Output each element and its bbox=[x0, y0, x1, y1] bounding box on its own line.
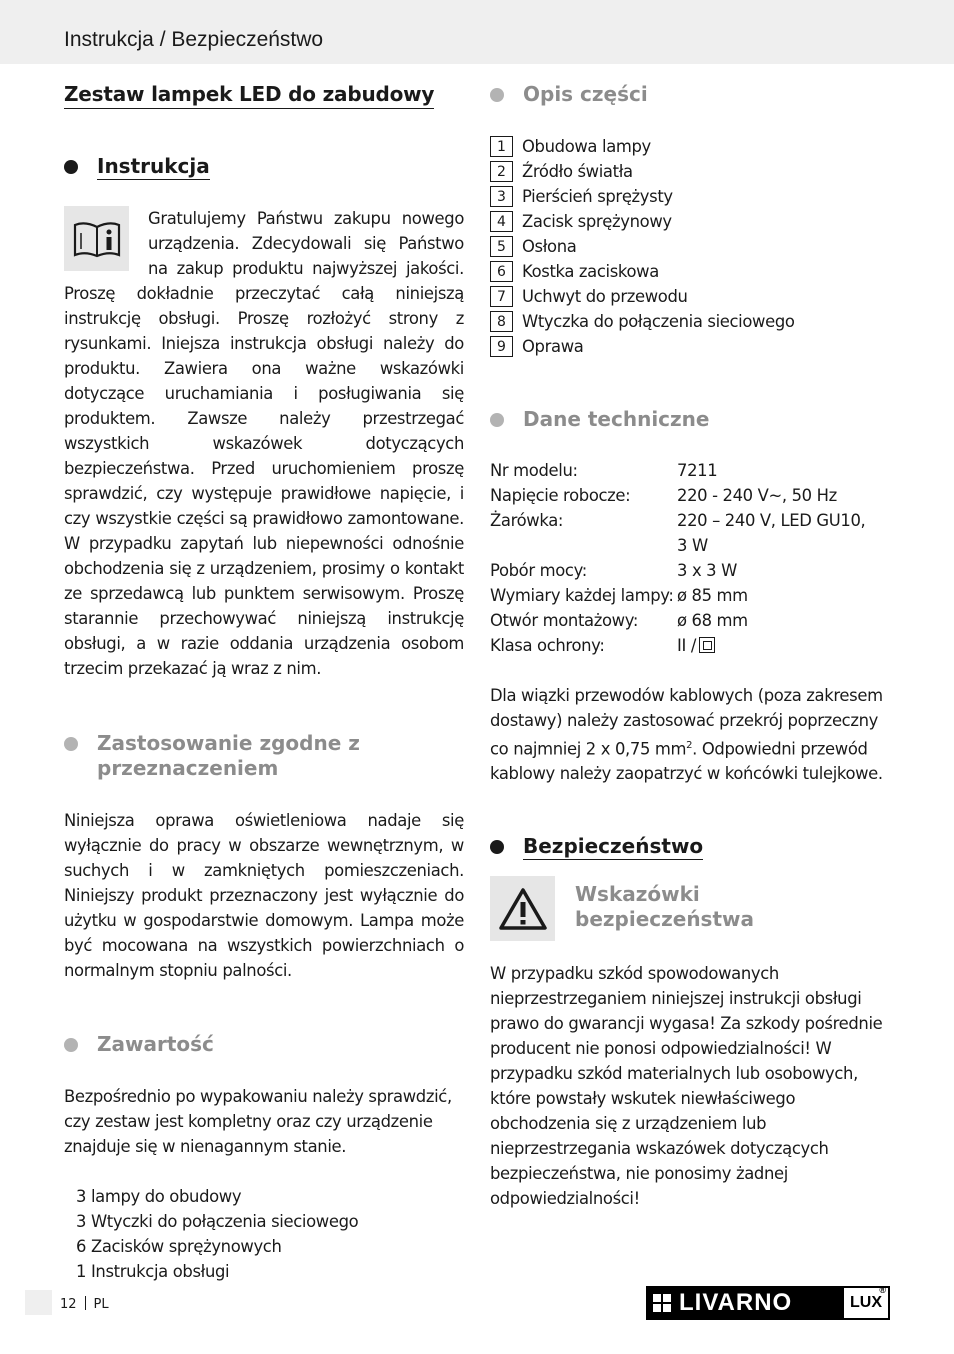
parts-list bbox=[490, 134, 900, 359]
logo-main: LIVARNO bbox=[646, 1286, 842, 1320]
parts-row: 6 Kostka zaciskowa bbox=[490, 259, 900, 284]
page-number: 12 bbox=[60, 1297, 77, 1312]
safety-text: W przypadku szkód spowodowanych nieprzestrzeganiem niniejszej instrukcji obsługi prawo do gwarancji wygasa! Za szkody pośrednie producent nie ponosi odpowiedzialności! W przypadku szkód materialnych lub osobowych, które powstały wskutek niewłaściwego obchodzenia się z urządzeniem lub nieprzestrzegania wskazówek dotyczących bezpieczeństwa, nie ponosimy żadnej odpowiedzialności! bbox=[490, 964, 883, 1209]
specs-table bbox=[490, 458, 900, 658]
document-title: Zestaw lampek LED do zabudowy bbox=[64, 82, 434, 109]
bullet-icon bbox=[64, 160, 78, 174]
spec-row: Otwór montażowy: ø 68 mm bbox=[490, 611, 748, 630]
section-heading-zawartosc: Zawartość bbox=[64, 1032, 464, 1056]
section-heading-instrukcja: Instrukcja bbox=[64, 154, 464, 180]
livarno-lux-logo bbox=[646, 1286, 890, 1320]
instrukcja-block bbox=[64, 206, 464, 681]
parts-row: 5 Osłona bbox=[490, 234, 900, 259]
section-heading-dane: Dane techniczne bbox=[490, 407, 900, 431]
bullet-icon bbox=[64, 1038, 78, 1052]
parts-row: 9 Oprawa bbox=[490, 334, 900, 359]
footer-page-box bbox=[25, 1290, 52, 1315]
logo-grid-icon bbox=[653, 1294, 671, 1312]
parts-row: 4 Zacisk sprężynowy bbox=[490, 209, 900, 234]
footer-page-info bbox=[60, 1296, 109, 1312]
instrukcja-text: Gratulujemy Państwu zakupu nowego urządzenia. Zdecydowali się Państwo na zakup produktu najwyższej jakości. Proszę dokładnie przeczytać całą niniejszą instrukcję obsługi. Proszę rozłożyć strony z rysunkami. Iniejsza instrukcja obsługi należy do produktu. Zawiera ona ważne wskazówki dotyczące uruchamiania i posługiwania się produktem. Zawsze należy przestrzegać wszystkich wskazówek dotyczących bezpieczeństwa. Przed uruchomieniem proszę sprawdzić, czy występuje prawidłowe napięcie, i czy wszystkie części są prawidłowo zamontowane. W przypadku zapytań lub niepewności odnośnie obchodzenia się z urządzeniem, prosimy o kontakt ze sprzedawcą lub punktem serwisowym. Proszę starannie przechowywać niniejszą instrukcję obsługi, a w razie oddania urządzenia osobom trzecim przekazać ją wraz z nim. bbox=[64, 209, 464, 678]
parts-row: 1 Obudowa lampy bbox=[490, 134, 900, 159]
zastosowanie-text: Niniejsza oprawa oświetleniowa nadaje się wyłącznie do pracy w obszarze wewnętrznym, w suchych i w zamkniętych pomieszczeniach. Niniejszy produkt przeznaczony jest wyłącznie do użytku w gospodarstwie domowym. Lampa może być mocowana na wszystkich powierzchniach o normalnym stopniu palności. bbox=[64, 811, 464, 980]
spec-row: Wymiary każdej lampy: ø 85 mm bbox=[490, 586, 748, 605]
warning-block bbox=[490, 876, 900, 941]
parts-row: 2 Źródło światła bbox=[490, 159, 900, 184]
warning-triangle-icon bbox=[490, 876, 555, 941]
spec-row: Żarówka: 220 – 240 V, LED GU10, 3 W bbox=[490, 511, 866, 555]
list-item: 6 Zacisków sprężynowych bbox=[76, 1237, 282, 1256]
spec-row: Napięcie robocze: 220 - 240 V~, 50 Hz bbox=[490, 486, 837, 505]
logo-lux: LUX ® bbox=[842, 1286, 890, 1320]
left-column bbox=[64, 80, 464, 1284]
page-header-title: Instrukcja / Bezpieczeństwo bbox=[64, 28, 324, 51]
parts-row: 3 Pierścień sprężysty bbox=[490, 184, 900, 209]
right-column bbox=[490, 80, 900, 1211]
cable-text: Dla wiązki przewodów kablowych (poza zakresem dostawy) należy zastosować przekrój poprzeczny co najmniej 2 x 0,75 $mm^2$. Odpowiedni przewód kablowy należy zaopatrzyć w końcówki tulejkowe. bbox=[490, 686, 883, 784]
list-item: 3 lampy do obudowy bbox=[76, 1187, 242, 1206]
bullet-icon bbox=[64, 737, 78, 751]
bullet-icon bbox=[490, 840, 504, 854]
list-item: 3 Wtyczki do połączenia sieciowego bbox=[76, 1212, 359, 1231]
bullet-icon bbox=[490, 88, 504, 102]
bullet-icon bbox=[490, 413, 504, 427]
manual-info-icon bbox=[64, 206, 129, 271]
protection-class-icon bbox=[699, 637, 715, 653]
section-heading-zastosowanie: Zastosowanie zgodne z przeznaczeniem bbox=[64, 731, 464, 781]
section-heading-opis: Opis części bbox=[490, 82, 900, 106]
list-item: 1 Instrukcja obsługi bbox=[76, 1262, 230, 1281]
spec-row: Nr modelu: 7211 bbox=[490, 461, 718, 480]
spec-row: Pobór mocy: 3 x 3 W bbox=[490, 561, 737, 580]
zawartosc-text: Bezpośrednio po wypakowaniu należy sprawdzić, czy zestaw jest kompletny oraz czy urządzenie znajduje się w nienagannym stanie. bbox=[64, 1087, 452, 1156]
safety-subheading: Wskazówki bezpieczeństwa bbox=[575, 882, 754, 932]
section-heading-bezpieczenstwo: Bezpieczeństwo bbox=[490, 834, 900, 860]
zawartosc-list bbox=[64, 1184, 464, 1284]
parts-row: 7 Uchwyt do przewodu bbox=[490, 284, 900, 309]
parts-row: 8 Wtyczka do połączenia sieciowego bbox=[490, 309, 900, 334]
language-code: PL bbox=[93, 1297, 109, 1312]
spec-row: Klasa ochrony: II / bbox=[490, 633, 900, 658]
